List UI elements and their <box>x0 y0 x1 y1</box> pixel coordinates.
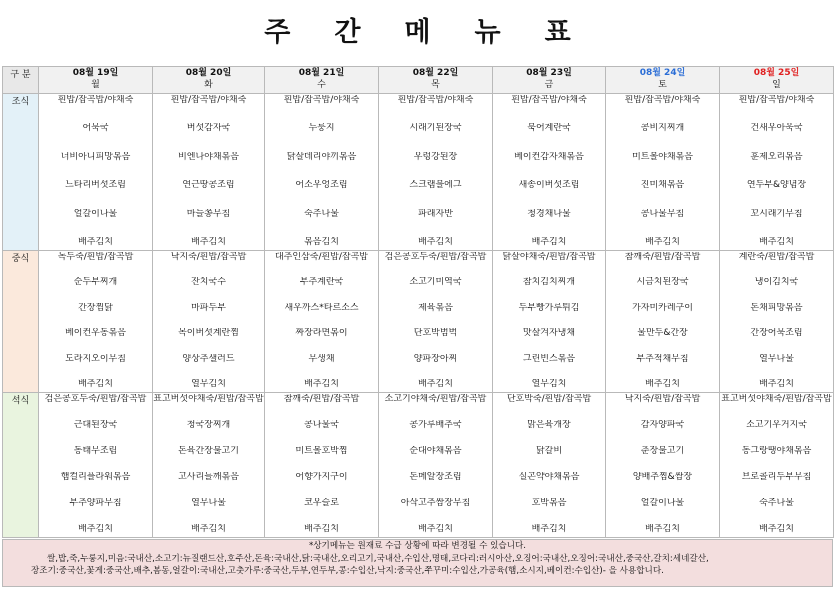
menu-item: 배추김치 <box>531 236 567 247</box>
footer-notice-box <box>2 539 833 587</box>
day-header <box>265 67 379 94</box>
menu-item: 흰밥/잡곡밥/야채죽 <box>624 95 701 105</box>
menu-item: 얼갈이나물 <box>73 208 118 219</box>
menu-item: 돈육간장불고기 <box>178 446 239 456</box>
menu-item: 새송이버섯조림 <box>518 180 580 191</box>
menu-cell <box>606 251 720 393</box>
day-date: 08월 19일 <box>72 68 119 78</box>
title-char: 뉴 <box>474 17 501 48</box>
menu-cell <box>720 251 834 393</box>
meal-label-dinner: 석식 <box>3 393 39 538</box>
menu-cell <box>265 251 379 393</box>
menu-item: 콩비지찌개 <box>640 123 685 134</box>
menu-item: 시금치된장국 <box>636 277 689 288</box>
menu-cell <box>606 393 720 538</box>
menu-item: 버섯감자국 <box>186 123 231 134</box>
menu-item: 양배추찜&쌈장 <box>632 472 693 482</box>
menu-item: 동그랑땡야채볶음 <box>741 446 812 456</box>
menu-item: 배추김치 <box>78 378 113 389</box>
menu-item: 누룽지 <box>308 123 335 134</box>
menu-item: 양파장아찌 <box>413 353 458 364</box>
menu-item: 돈메알장조림 <box>409 472 462 482</box>
origin-info-line-2: 장조기:중국산,꽃게:중국산,배추,봄동,얼갈이:국내산,고춧가루:중국산,두부,연두부,콩:수입산,낙지:중국산,쭈꾸미:수입산,가공육(햄,소시지,베이컨:수입산)- 을 사용합니다. <box>31 566 664 576</box>
menu-item: 표고버섯야채죽/흰밥/잡곡밥 <box>153 394 264 404</box>
day-header <box>39 67 153 94</box>
menu-item: 계란죽/흰밥/잡곡밥 <box>738 252 815 262</box>
menu-item: 순두부찌개 <box>73 277 118 288</box>
day-header <box>493 67 606 94</box>
change-notice: *상기메뉴는 원재료 수급 상황에 따라 변경될 수 있습니다. <box>308 541 527 551</box>
menu-item: 너비아니피망볶음 <box>60 151 131 162</box>
title-char: 간 <box>334 17 361 48</box>
day-weekday: 월 <box>91 80 100 90</box>
menu-item: 연두부&양념장 <box>746 180 807 191</box>
menu-item: 부추계란국 <box>299 277 344 288</box>
menu-item: 배추김치 <box>759 236 794 247</box>
menu-item: 순대야채볶음 <box>409 446 462 456</box>
day-header <box>153 67 265 94</box>
menu-item: 파래자반 <box>418 208 453 219</box>
menu-item: 표고버섯야채죽/흰밥/잡곡밥 <box>721 394 832 404</box>
menu-item: 검은콩호두죽/흰밥/잡곡밥 <box>384 252 487 262</box>
menu-item: 청국장찌개 <box>186 420 231 430</box>
menu-item: 흰밥/잡곡밥/야채죽 <box>57 95 134 105</box>
menu-item: 근대된장국 <box>73 420 118 430</box>
menu-item: 흰밥/잡곡밥/야채죽 <box>397 95 474 105</box>
day-weekday: 목 <box>431 80 440 90</box>
menu-item: 목이버섯계란찜 <box>178 328 239 339</box>
menu-item: 느타리버섯조림 <box>65 180 126 191</box>
menu-item: 미트볼호박찜 <box>295 446 348 456</box>
menu-item: 브로콜리두부무침 <box>741 472 812 482</box>
title-char: 주 <box>264 17 291 48</box>
menu-item: 배추김치 <box>418 524 453 534</box>
menu-item: 어향가지구이 <box>295 472 348 482</box>
menu-cell <box>39 94 153 251</box>
menu-cell <box>153 393 265 538</box>
menu-item: 꼬시래기무침 <box>750 208 803 219</box>
menu-item: 흰밥/잡곡밥/야채죽 <box>283 95 360 105</box>
menu-item: 열무나물 <box>191 498 226 508</box>
menu-cell <box>379 393 493 538</box>
menu-item: 제육볶음 <box>418 302 453 313</box>
menu-item: 베이컨감자채볶음 <box>514 151 584 162</box>
menu-item: 배추김치 <box>304 524 339 534</box>
day-weekday: 일 <box>772 80 781 90</box>
menu-item: 참깨죽/흰밥/잡곡밥 <box>283 394 360 404</box>
menu-item: 열무김치 <box>531 378 567 389</box>
menu-cell <box>493 94 606 251</box>
menu-item: 흰밥/잡곡밥/야채죽 <box>511 95 587 105</box>
menu-item: 배추김치 <box>531 524 567 534</box>
menu-item: 간장찜닭 <box>78 302 113 313</box>
menu-item: 아삭고추쌈장무침 <box>400 498 471 508</box>
menu-item: 짜장라면볶이 <box>295 328 348 339</box>
menu-item: 낙지죽/흰밥/잡곡밥 <box>624 394 701 404</box>
menu-item: 훈제오리볶음 <box>750 151 803 162</box>
menu-item: 소고기미역국 <box>409 277 462 288</box>
menu-item: 단호박죽/흰밥/잡곡밥 <box>506 394 592 404</box>
menu-item: 숙주나물 <box>304 208 339 219</box>
menu-item: 배추김치 <box>191 524 226 534</box>
menu-cell <box>493 393 606 538</box>
menu-item: 우렁강된장 <box>413 151 458 162</box>
day-date: 08월 22일 <box>412 68 459 78</box>
menu-item: 미트볼야채볶음 <box>632 151 693 162</box>
header-label: 구 분 <box>3 67 39 94</box>
menu-item: 열무김치 <box>191 378 226 389</box>
menu-item: 호박볶음 <box>531 498 567 508</box>
menu-item: 소고기우거지국 <box>746 420 807 430</box>
menu-item: 물만두&간장 <box>637 328 688 339</box>
menu-item: 베이컨우동볶음 <box>65 328 126 339</box>
day-header <box>720 67 834 94</box>
menu-item: 동태무조림 <box>73 446 118 456</box>
menu-cell <box>265 94 379 251</box>
menu-item: 비엔나야채볶음 <box>178 151 239 162</box>
menu-item: 시래기된장국 <box>409 123 462 134</box>
menu-item: 실곤약야채볶음 <box>518 472 580 482</box>
menu-item: 배추김치 <box>78 524 113 534</box>
menu-item: 무생채 <box>308 353 335 364</box>
menu-item: 그린빈스볶음 <box>522 353 576 364</box>
menu-item: 검은콩호두죽/흰밥/잡곡밥 <box>44 394 147 404</box>
menu-item: 닭살야채죽/흰밥/잡곡밥 <box>502 252 596 262</box>
menu-cell <box>153 251 265 393</box>
menu-item: 맛살겨자냉채 <box>522 328 576 339</box>
menu-item: 참치김치찌개 <box>522 277 576 288</box>
day-weekday: 토 <box>658 80 667 90</box>
title-char: 표 <box>544 17 571 48</box>
menu-item: 배추김치 <box>759 378 794 389</box>
menu-item: 녹두죽/흰밥/잡곡밥 <box>57 252 134 262</box>
menu-item: 청경채나물 <box>527 208 571 219</box>
title-char: 메 <box>404 17 431 48</box>
menu-cell <box>720 94 834 251</box>
menu-item: 대추인삼죽/흰밥/잡곡밥 <box>274 252 368 262</box>
day-header <box>379 67 493 94</box>
day-date: 08월 25일 <box>753 68 800 78</box>
menu-item: 부추양파무침 <box>69 498 122 508</box>
origin-info-line-1: 쌀,밥,죽,누룽지,미음:국내산,소고기:뉴질랜드산,호주산,돈육:국내산,닭:국내산,오리고기,국내산,수입산,명태,코다리:러시아산,오징어:국내산,오징어:국내산,중국산,갈치:세네갈산, <box>47 553 709 564</box>
menu-item: 간장어묵조림 <box>750 328 803 339</box>
menu-item: 연근땅콩조림 <box>182 180 235 191</box>
menu-item: 코우슬로 <box>304 498 339 508</box>
menu-item: 맑은육개장 <box>527 420 571 430</box>
menu-item: 숙주나물 <box>759 498 794 508</box>
menu-item: 배추김치 <box>645 378 680 389</box>
menu-item: 고사리들깨볶음 <box>178 472 239 482</box>
menu-item: 흰밥/잡곡밥/야채죽 <box>170 95 247 105</box>
menu-item: 흰밥/잡곡밥/야채죽 <box>738 95 815 105</box>
menu-item: 열무나물 <box>759 353 794 364</box>
menu-cell <box>39 251 153 393</box>
menu-item: 얼갈이나물 <box>640 498 685 508</box>
menu-item: 배추김치 <box>645 524 680 534</box>
menu-item: 두부빵가루튀김 <box>518 302 580 313</box>
menu-item: 춘장불고기 <box>640 446 685 456</box>
menu-item: 진미채볶음 <box>640 180 685 191</box>
day-header <box>606 67 720 94</box>
menu-item: 마늘쫑무침 <box>186 208 231 219</box>
menu-item: 가자미카레구이 <box>632 302 693 313</box>
page-title <box>0 6 835 60</box>
day-date: 08월 23일 <box>526 68 572 78</box>
day-date: 08월 24일 <box>639 68 686 78</box>
menu-cell <box>379 251 493 393</box>
menu-item: 볶음김치 <box>304 236 339 247</box>
menu-item: 배추김치 <box>304 378 339 389</box>
menu-item: 햄컬리플라워볶음 <box>60 472 131 482</box>
menu-item: 낙지죽/흰밥/잡곡밥 <box>170 252 247 262</box>
menu-item: 부추적채무침 <box>636 353 689 364</box>
menu-cell <box>606 94 720 251</box>
menu-item: 콩가루배추국 <box>409 420 462 430</box>
menu-item: 닭살데리야끼볶음 <box>286 151 357 162</box>
meal-label-lunch: 중식 <box>3 251 39 393</box>
menu-item: 잔치국수 <box>191 277 226 288</box>
menu-item: 배추김치 <box>191 236 226 247</box>
menu-item: 돈채피망볶음 <box>750 302 803 313</box>
weekly-menu-table <box>2 66 834 538</box>
menu-item: 참깨죽/흰밥/잡곡밥 <box>624 252 701 262</box>
menu-item: 북어계란국 <box>527 123 571 134</box>
menu-item: 도라지오이무침 <box>65 353 126 364</box>
day-weekday: 수 <box>317 80 326 90</box>
menu-item: 닭갈비 <box>535 446 563 456</box>
menu-item: 어묵국 <box>82 123 109 134</box>
day-weekday: 화 <box>204 80 213 90</box>
menu-item: 어소우엉조림 <box>295 180 348 191</box>
menu-item: 냉이김치국 <box>754 277 799 288</box>
menu-item: 새우까스*타르소스 <box>284 302 359 313</box>
menu-item: 배추김치 <box>418 236 453 247</box>
menu-item: 배추김치 <box>759 524 794 534</box>
meal-label-breakfast: 조식 <box>3 94 39 251</box>
menu-item: 감자양파국 <box>640 420 685 430</box>
menu-item: 건새우아욱국 <box>750 123 803 134</box>
menu-item: 마파두부 <box>191 302 226 313</box>
menu-cell <box>153 94 265 251</box>
menu-item: 배추김치 <box>418 378 453 389</box>
menu-cell <box>720 393 834 538</box>
menu-item: 배추김치 <box>78 236 113 247</box>
day-date: 08월 20일 <box>185 68 232 78</box>
menu-item: 소고기야채죽/흰밥/잡곡밥 <box>384 394 487 404</box>
menu-cell <box>39 393 153 538</box>
menu-item: 콩나물국 <box>304 420 339 430</box>
menu-cell <box>265 393 379 538</box>
menu-item: 양상추샐러드 <box>182 353 235 364</box>
day-weekday: 금 <box>544 80 554 90</box>
menu-item: 스크램블에그 <box>409 180 462 191</box>
day-date: 08월 21일 <box>298 68 345 78</box>
menu-item: 단호박범벅 <box>413 328 458 339</box>
menu-item: 콩나물무침 <box>640 208 685 219</box>
menu-item: 배추김치 <box>645 236 680 247</box>
menu-cell <box>493 251 606 393</box>
menu-cell <box>379 94 493 251</box>
